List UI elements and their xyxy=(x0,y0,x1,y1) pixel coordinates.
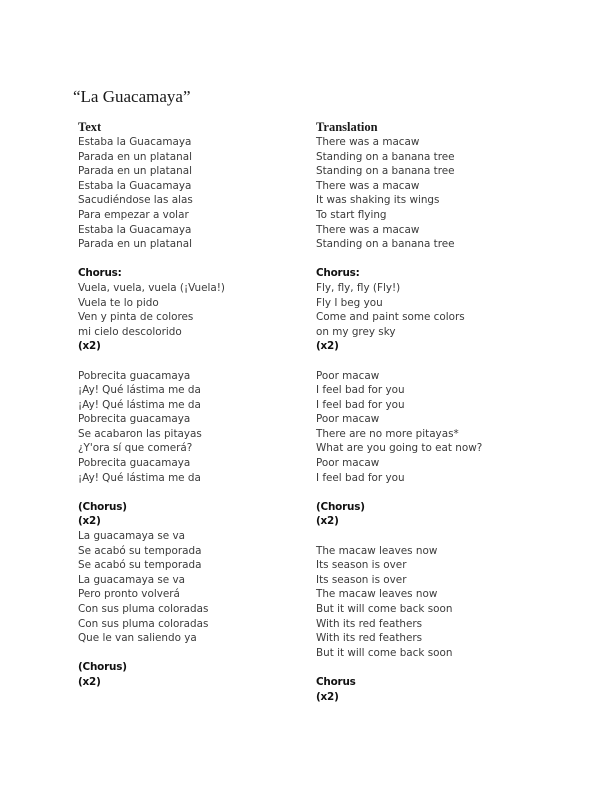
translation-line: I feel bad for you xyxy=(316,471,405,484)
translation-line: What are you going to eat now? xyxy=(316,442,483,455)
translation-column xyxy=(316,120,556,704)
translation-line: With its red feathers xyxy=(316,617,423,630)
lyric-line: Ven y pinta de colores xyxy=(78,311,194,324)
lyric-line: mi cielo descolorido xyxy=(78,325,182,338)
translation-marker: (x2) xyxy=(316,690,339,703)
translation-line: Poor macaw xyxy=(316,457,380,470)
lyric-line: Vuela, vuela, vuela (¡Vuela!) xyxy=(78,281,225,294)
translation-lines xyxy=(316,135,556,704)
stanza-gap xyxy=(316,354,556,369)
lyric-line: ¡Ay! Qué lástima me da xyxy=(78,471,201,484)
lyric-line: Pero pronto volverá xyxy=(78,588,180,601)
translation-line: Standing on a banana tree xyxy=(316,165,455,178)
lyric-line: Sacudiéndose las alas xyxy=(78,194,193,207)
lyric-line: Para empezar a volar xyxy=(78,208,189,221)
lyric-line: Que le van saliendo ya xyxy=(78,632,197,645)
lyric-line: Vuela te lo pido xyxy=(78,296,159,309)
lyric-line: Parada en un platanal xyxy=(78,238,192,251)
translation-line: There was a macaw xyxy=(316,179,420,192)
translation-marker: (x2) xyxy=(316,340,339,353)
translation-line: It was shaking its wings xyxy=(316,194,440,207)
text-column-heading: Text xyxy=(78,120,102,134)
stanza-gap xyxy=(78,252,318,267)
translation-line: Poor macaw xyxy=(316,413,380,426)
stanza-gap xyxy=(316,252,556,267)
translation-marker: (Chorus) xyxy=(316,500,365,513)
translation-line: Its season is over xyxy=(316,559,407,572)
lyric-line: Parada en un platanal xyxy=(78,150,192,163)
translation-line: To start flying xyxy=(316,208,387,221)
lyric-line: Estaba la Guacamaya xyxy=(78,223,192,236)
lyric-line: Con sus pluma coloradas xyxy=(78,617,209,630)
translation-marker: (x2) xyxy=(316,515,339,528)
lyric-line: Estaba la Guacamaya xyxy=(78,179,192,192)
lyric-line: Se acabó su temporada xyxy=(78,544,202,557)
stanza-gap xyxy=(316,485,556,500)
lyric-line: Parada en un platanal xyxy=(78,165,192,178)
lyric-marker: (Chorus) xyxy=(78,500,127,513)
translation-line: There are no more pitayas* xyxy=(316,427,459,440)
stanza-gap xyxy=(78,354,318,369)
lyric-marker: Chorus: xyxy=(78,267,122,280)
lyric-line: Pobrecita guacamaya xyxy=(78,457,191,470)
lyric-line: Con sus pluma coloradas xyxy=(78,603,209,615)
translation-line: Poor macaw xyxy=(316,369,380,382)
translation-marker: Chorus: xyxy=(316,267,360,280)
lyric-line: Estaba la Guacamaya xyxy=(78,136,192,148)
text-column xyxy=(78,120,318,690)
translation-line: Fly, fly, fly (Fly!) xyxy=(316,281,401,294)
lyric-line: Se acabaron las pitayas xyxy=(78,427,202,440)
lyric-marker: (Chorus) xyxy=(78,661,127,674)
translation-line: Come and paint some colors xyxy=(316,311,465,324)
lyric-line: Pobrecita guacamaya xyxy=(78,413,191,426)
translation-line: I feel bad for you xyxy=(316,398,405,411)
translation-line: There was a macaw xyxy=(316,136,420,148)
translation-marker: Chorus xyxy=(316,675,356,688)
stanza-gap xyxy=(78,646,318,661)
lyric-line: Se acabó su temporada xyxy=(78,559,202,572)
translation-line: Its season is over xyxy=(316,573,407,586)
translation-line: There was a macaw xyxy=(316,223,420,236)
lyric-line: ¿Y'ora sí que comerá? xyxy=(78,442,193,455)
translation-line: Standing on a banana tree xyxy=(316,150,455,163)
translation-line: But it will come back soon xyxy=(316,646,453,659)
page-title: “La Guacamaya” xyxy=(73,87,191,106)
translation-line: The macaw leaves now xyxy=(316,588,438,601)
lyric-line: ¡Ay! Qué lástima me da xyxy=(78,398,201,411)
translation-column-heading: Translation xyxy=(316,120,378,134)
translation-line: Standing on a banana tree xyxy=(316,238,455,251)
translation-line: The macaw leaves now xyxy=(316,544,438,557)
lyric-line: La guacamaya se va xyxy=(78,530,186,543)
translation-line: I feel bad for you xyxy=(316,384,405,397)
stanza-gap xyxy=(316,660,556,675)
lyric-marker: (x2) xyxy=(78,340,101,353)
lyric-marker: (x2) xyxy=(78,675,101,688)
translation-line: on my grey sky xyxy=(316,325,396,338)
translation-line: With its red feathers xyxy=(316,632,423,645)
translation-line: But it will come back soon xyxy=(316,603,453,615)
lyric-line: ¡Ay! Qué lástima me da xyxy=(78,384,201,397)
lyric-line: La guacamaya se va xyxy=(78,573,186,586)
stanza-gap xyxy=(316,529,556,544)
stanza-gap xyxy=(78,485,318,500)
lyric-line: Pobrecita guacamaya xyxy=(78,369,191,382)
lyric-marker: (x2) xyxy=(78,515,101,528)
translation-line: Fly I beg you xyxy=(316,296,383,309)
text-lines xyxy=(78,135,318,690)
